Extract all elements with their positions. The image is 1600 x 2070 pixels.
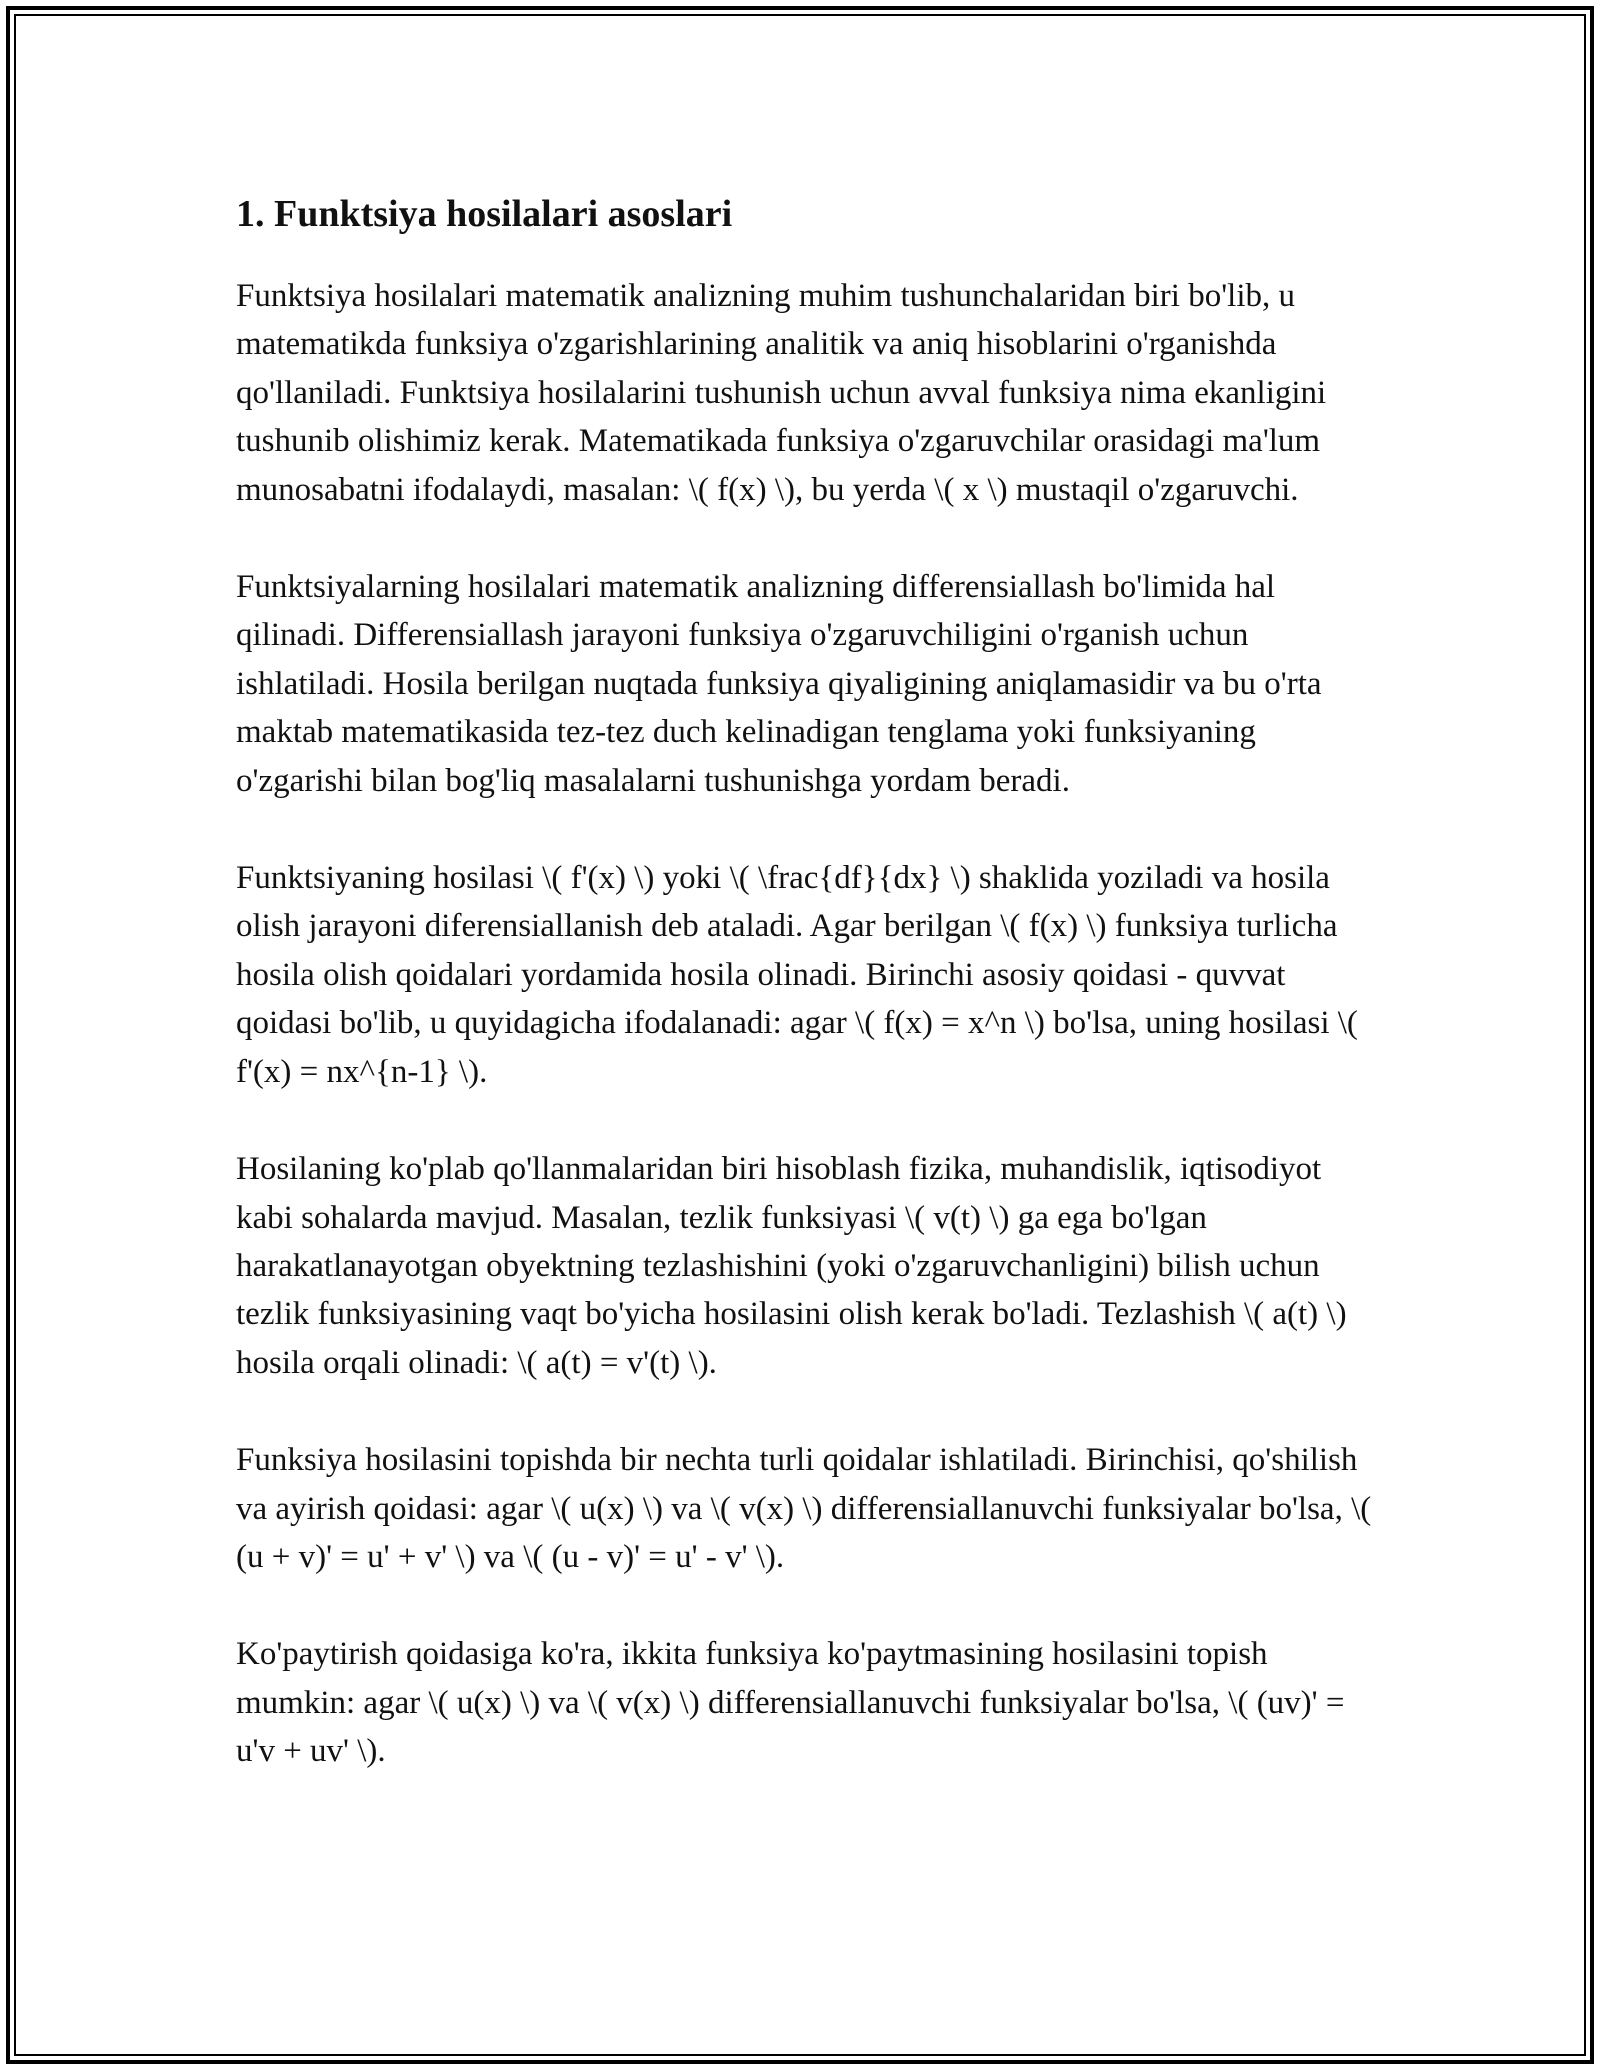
paragraph-applications: Hosilaning ko'plab qo'llanmalaridan biri hisoblash fizika, muhandislik, iqtisodiyot kabi sohalarda mavjud. Masalan, tezlik funksiyasi \( v(t) \) ga ega bo'lgan harakatlanayotgan obyektning tezlashishini (yoki o'zgaruvchanligini) bilish uchun tezlik funksiyasining vaqt bo'yicha hosilasini olish kerak bo'ladi. Tezlashish \( a(t) \) hosila orqali olinadi: \( a(t) = v'(t) \). [236,1151,1347,1381]
paragraph-power-rule: Funktsiyaning hosilasi \( f'(x) \) yoki \( \frac{df}{dx} \) shaklida yoziladi va hosila olish jarayoni diferensiallanish deb ataladi. Agar berilgan \( f(x) \) funksiya turlicha hosila olish qoidalari yordamida hosila olinadi. Birinchi asosiy qoidasi - quvvat qoidasi bo'lib, u quyidagicha ifodalanadi: agar \( f(x) = x^n \) bo'lsa, uning hosilasi \( f'(x) = nx^{n-1} \). [236,860,1358,1090]
paragraph-differentiation: Funktsiyalarning hosilalari matematik analizning differensiallash bo'limida hal qilinadi. Differensiallash jarayoni funksiya o'zgaruvchiligini o'rganish uchun ishlatiladi. Hosila berilgan nuqtada funksiya qiyaligining aniqlamasidir va bu o'rta maktab matematikasida tez-tez duch kelinadigan tenglama yoki funksiyaning o'zgarishi bilan bog'liq masalalarni tushunishga yordam beradi. [236,569,1322,799]
document-body [236,186,1376,1825]
paragraph-function-definition: Funktsiya hosilalari matematik analizning muhim tushunchalaridan biri bo'lib, u matematikda funksiya o'zgarishlarining analitik va aniq hisoblarini o'rganishda qo'llaniladi. Funktsiya hosilalarini tushunish uchun avval funksiya nima ekanligini tushunib olishimiz kerak. Matematikada funksiya o'zgaruvchilar orasidagi ma'lum munosabatni ifodalaydi, masalan: \( f(x) \), bu yerda \( x \) mustaqil o'zgaruvchi. [236,278,1327,508]
section-heading: 1. Funktsiya hosilalari asoslari [236,193,733,235]
paragraph-product-rule: Ko'paytirish qoidasiga ko'ra, ikkita funksiya ko'paytmasining hosilasini topish mumkin: agar \( u(x) \) va \( v(x) \) differensiallanuvchi funksiyalar bo'lsa, \( (uv)' = u'v + uv' \). [236,1636,1345,1770]
paragraph-sum-difference-rule: Funksiya hosilasini topishda bir nechta turli qoidalar ishlatiladi. Birinchisi, qo'shilish va ayirish qoidasi: agar \( u(x) \) va \( v(x) \) differensiallanuvchi funksiyalar bo'lsa, \( (u + v)' = u' + v' \) va \( (u - v)' = u' - v' \). [236,1442,1372,1575]
